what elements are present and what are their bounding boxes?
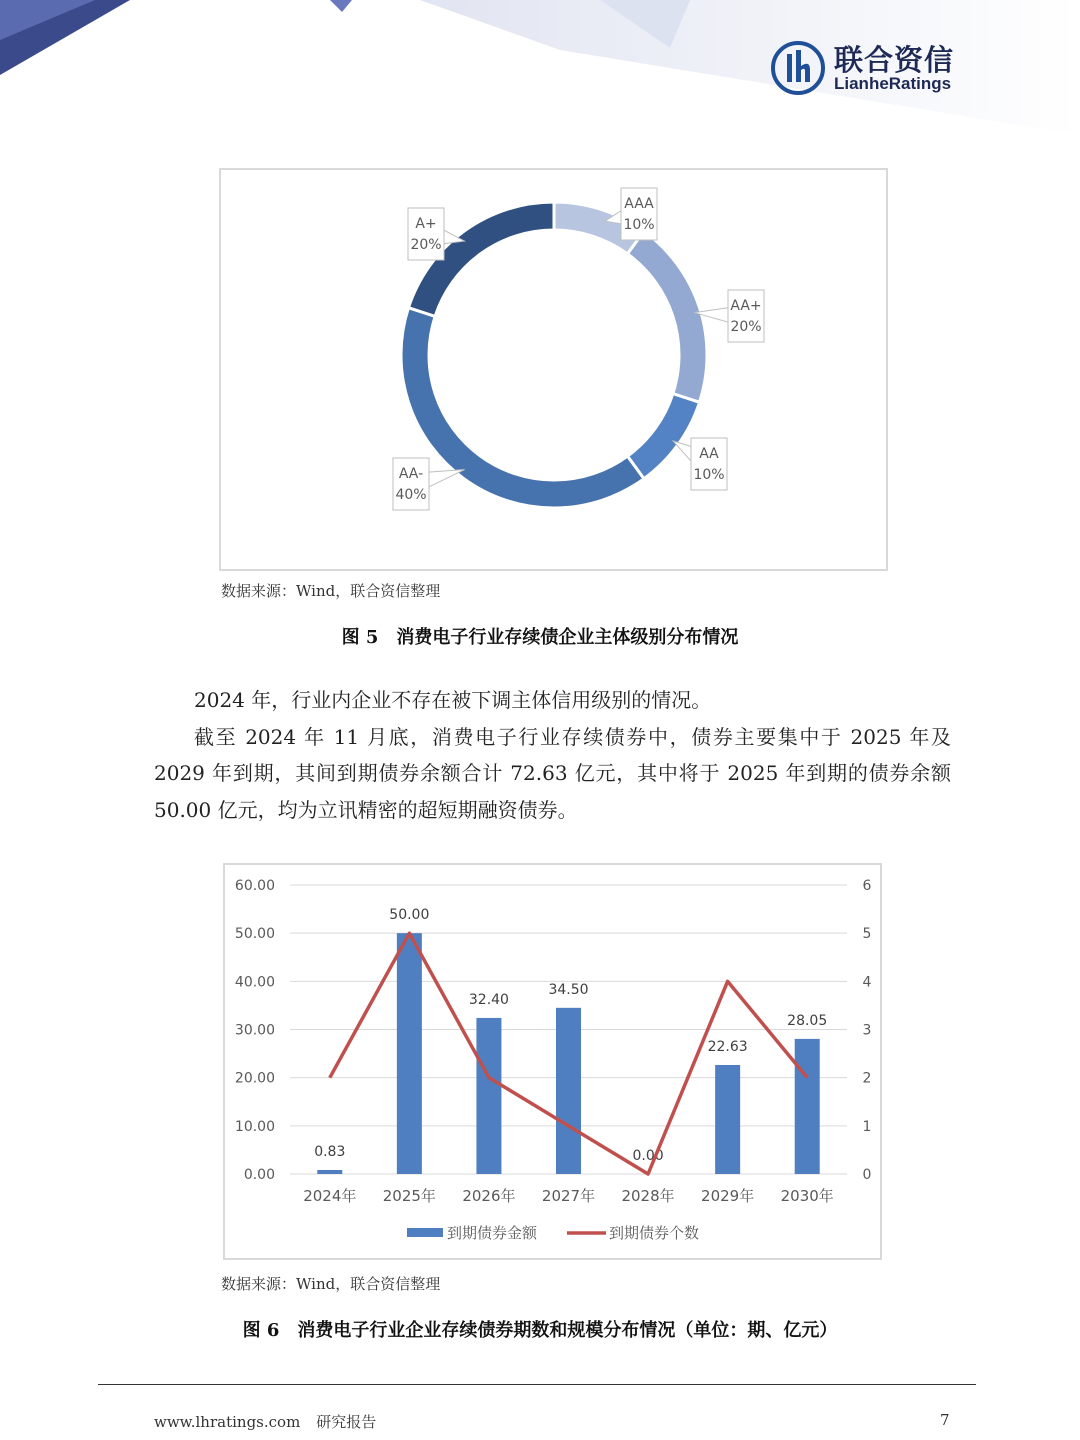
legend-bar-swatch <box>407 1228 443 1237</box>
footer-doc-type: 研究报告 <box>316 1413 377 1431</box>
bar-value-label: 22.63 <box>707 1038 748 1055</box>
figure5-caption: 图 5 消费电子行业存续债企业主体级别分布情况 <box>341 627 739 648</box>
y-left-tick-label: 20.00 <box>234 1070 275 1087</box>
footer-website: www.lhratings.com <box>154 1413 301 1431</box>
lianhe-logo-icon <box>770 40 826 96</box>
y-left-tick-label: 0.00 <box>243 1167 275 1183</box>
donut-percent-label: 10% <box>693 467 725 483</box>
x-tick-label: 2027年 <box>541 1187 596 1205</box>
x-tick-label: 2028年 <box>621 1187 675 1205</box>
donut-slice-aa <box>627 394 699 479</box>
bar-2026年 <box>476 1018 501 1174</box>
y-right-tick-label: 5 <box>862 926 872 943</box>
figure6-caption: 图 6 消费电子行业企业存续债券期数和规模分布情况（单位：期、亿元） <box>242 1320 838 1341</box>
logo-chinese: 联合资信 <box>834 43 955 77</box>
bar-2025年 <box>397 933 422 1174</box>
donut-slice-aa-plus <box>627 231 707 402</box>
logo-english: LianheRatings <box>834 74 952 93</box>
donut-chart-svg <box>221 170 886 569</box>
legend-bar-label: 到期债券金额 <box>447 1224 538 1242</box>
page-number: 7 <box>940 1411 950 1429</box>
donut-percent-label: 20% <box>730 319 762 335</box>
figure5-source: 数据来源：Wind，联合资信整理 <box>221 582 441 600</box>
y-right-tick-label: 1 <box>862 1118 872 1135</box>
x-tick-label: 2029年 <box>701 1187 755 1205</box>
legend <box>407 1224 699 1242</box>
bar-value-label: 50.00 <box>389 907 430 924</box>
bar-value-label: 0.83 <box>314 1144 346 1161</box>
donut-percent-label: 40% <box>395 487 427 503</box>
x-tick-label: 2026年 <box>462 1187 516 1205</box>
bar-2027年 <box>556 1008 581 1174</box>
bar-2029年 <box>715 1065 740 1174</box>
paragraph-2: 截至 2024 年 11 月底，消费电子行业存续债券中，债券主要集中于 2025 年及 2029 年到期，其间到期债券余额合计 72.63 亿元，其中将于 2025 年到期的债券余额 50.00 亿元，均为立讯精密的超短期融资债券。 <box>154 724 951 822</box>
x-tick-label: 2024年 <box>303 1187 357 1205</box>
bar-value-label: 34.50 <box>548 981 589 998</box>
y-right-tick-label: 2 <box>862 1070 872 1087</box>
donut-chart <box>219 168 888 571</box>
donut-percent-label: 20% <box>410 237 442 253</box>
logo <box>770 38 970 98</box>
bar-value-label: 28.05 <box>787 1012 828 1029</box>
y-right-tick-label: 6 <box>862 878 872 894</box>
donut-category-label: AA- <box>398 466 424 482</box>
footer-divider <box>98 1384 976 1385</box>
donut-category-label: A+ <box>415 216 437 232</box>
y-right-tick-label: 3 <box>862 1022 872 1039</box>
y-left-tick-label: 10.00 <box>234 1118 275 1135</box>
y-left-tick-label: 60.00 <box>234 878 275 894</box>
y-right-tick-label: 0 <box>862 1167 872 1183</box>
bar-value-label: 32.40 <box>468 991 509 1008</box>
y-right-tick-label: 4 <box>862 974 872 991</box>
footer-left <box>154 1411 376 1432</box>
paragraph-1: 2024 年，行业内企业不存在被下调主体信用级别的情况。 <box>194 688 712 712</box>
donut-category-label: AAA <box>624 196 654 212</box>
bar-2030年 <box>795 1039 820 1174</box>
bar-2024年 <box>317 1170 342 1174</box>
body-text <box>154 682 951 828</box>
bar-value-label: 0.00 <box>632 1148 664 1164</box>
legend-line-label: 到期债券个数 <box>609 1224 700 1242</box>
x-tick-label: 2030年 <box>780 1187 834 1205</box>
y-left-tick-label: 30.00 <box>234 1022 275 1039</box>
donut-category-label: AA <box>699 446 719 462</box>
x-tick-label: 2025年 <box>382 1187 436 1205</box>
donut-label-2 <box>673 438 727 490</box>
figure6-source: 数据来源：Wind，联合资信整理 <box>221 1275 441 1293</box>
y-left-tick-label: 50.00 <box>234 926 275 943</box>
y-left-tick-label: 40.00 <box>234 974 275 991</box>
donut-category-label: AA+ <box>730 298 762 314</box>
bar-line-chart-svg <box>225 865 880 1258</box>
donut-percent-label: 10% <box>623 217 655 233</box>
bar-line-chart <box>223 863 882 1260</box>
